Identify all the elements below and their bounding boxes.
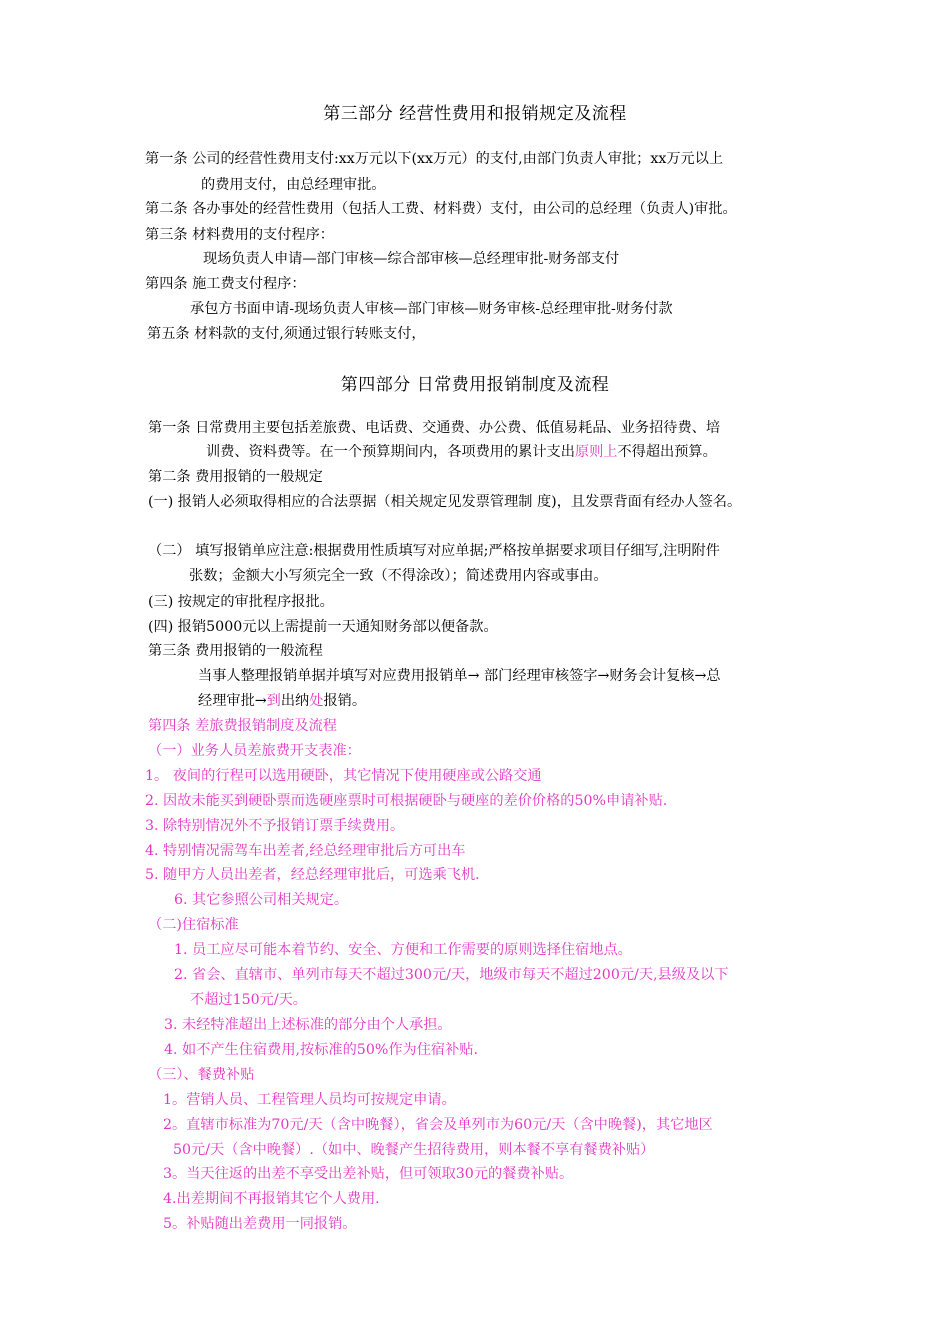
part3-article3-flow: 现场负责人申请—部门审核—综合部审核—总经理审批-财务部支付 bbox=[203, 251, 620, 267]
highlight-principle: 原则上 bbox=[574, 444, 618, 460]
part3-article4: 第四条 施工费支付程序： bbox=[145, 276, 306, 292]
travel-section1-item1: 1。 夜间的行程可以选用硬卧，其它情况下使用硬座或公路交通 bbox=[145, 768, 542, 784]
meal-item2-line1: 2。直辖市标准为70元/天（含中晚餐），省会及单列市为60元/天（含中晚餐)，其它地区 bbox=[163, 1117, 713, 1133]
part4-article2-item3: (三) 按规定的审批程序报批。 bbox=[148, 594, 334, 610]
travel-section1-item4: 4. 特别情况需驾车出差者,经总经理审批后方可出车 bbox=[145, 843, 466, 859]
lodging-item4: 4. 如不产生住宿费用,按标准的50%作为住宿补贴. bbox=[164, 1042, 478, 1058]
part4-article4: 第四条 差旅费报销制度及流程 bbox=[148, 718, 337, 734]
part4-article3-flow-line2: 经理审批→到出纳处报销。 bbox=[198, 693, 367, 709]
travel-section1-title: （一）业务人员差旅费开支表准： bbox=[148, 743, 361, 759]
part4-article1-line2: 训费、资料费等。在一个预算期间内，各项费用的累计支出原则上不得超出预算。 bbox=[206, 444, 717, 460]
part3-article4-flow: 承包方书面申请-现场负责人审核—部门审核—财务审核-总经理审批-财务付款 bbox=[190, 301, 673, 317]
part4-article2: 第二条 费用报销的一般规定 bbox=[148, 469, 323, 485]
part3-article1-line2: 的费用支付，由总经理审批。 bbox=[201, 177, 386, 193]
part4-title: 第四部分 日常费用报销制度及流程 bbox=[340, 375, 610, 395]
part4-article3-flow-line1: 当事人整理报销单据并填写对应费用报销单→ 部门经理审核签字→财务会计复核→总 bbox=[198, 668, 721, 684]
travel-section1-item2: 2. 因故未能买到硬卧票而选硬座票时可根据硬卧与硬座的差价价格的50%申请补贴. bbox=[145, 793, 668, 809]
part3-title: 第三部分 经营性费用和报销规定及流程 bbox=[323, 104, 627, 124]
part3-article2: 第二条 各办事处的经营性费用（包括人工费、材料费）支付，由公司的总经理（负责人)审批。 bbox=[145, 201, 737, 217]
lodging-item3: 3. 未经特准超出上述标准的部分由个人承担。 bbox=[164, 1017, 452, 1033]
part4-article2-item2-line1: （二） 填写报销单应注意:根据费用性质填写对应单据;严格按单据要求项目仔细写,注明附件 bbox=[148, 543, 720, 559]
part4-article2-item2-line2: 张数；金额大小写须完全一致（不得涂改）；简述费用内容或事由。 bbox=[189, 568, 608, 584]
part3-article5: 第五条 材料款的支付,须通过银行转账支付， bbox=[147, 326, 426, 342]
part4-article1-line1: 第一条 日常费用主要包括差旅费、电话费、交通费、办公费、低值易耗品、业务招待费、培 bbox=[148, 420, 721, 436]
travel-section1-item3: 3. 除特别情况外不予报销订票手续费用。 bbox=[145, 818, 405, 834]
lodging-item2-line1: 2. 省会、直辖市、单列市每天不超过300元/天，地级市每天不超过200元/天,县级及以下 bbox=[174, 967, 729, 983]
meal-item1: 1。营销人员、工程管理人员均可按规定申请。 bbox=[163, 1092, 456, 1108]
travel-section1-item6: 6. 其它参照公司相关规定。 bbox=[174, 892, 349, 908]
meal-section-title: （三）、餐费补贴 bbox=[148, 1067, 255, 1083]
part4-article2-item4: (四) 报销5000元以上需提前一天通知财务部以便备款。 bbox=[148, 619, 498, 635]
part4-article3: 第三条 费用报销的一般流程 bbox=[148, 643, 323, 659]
part4-article2-item1: (一) 报销人必须取得相应的合法票据（相关规定见发票管理制 度)，且发票背面有经办人签名。 bbox=[148, 494, 742, 510]
meal-item4: 4.出差期间不再报销其它个人费用. bbox=[163, 1191, 380, 1207]
travel-section1-item5: 5. 随甲方人员出差者，经总经理审批后，可选乘飞机. bbox=[145, 867, 480, 883]
part3-article3: 第三条 材料费用的支付程序： bbox=[145, 227, 334, 243]
meal-item3: 3。当天往返的出差不享受出差补贴，但可领取30元的餐费补贴。 bbox=[163, 1166, 574, 1182]
meal-item2-line2: 50元/天（含中晚餐）.（如中、晚餐产生招待费用，则本餐不享有餐费补贴） bbox=[173, 1142, 655, 1158]
lodging-item2-line2: 不超过150元/天。 bbox=[190, 992, 307, 1008]
lodging-item1: 1. 员工应尽可能本着节约、安全、方便和工作需要的原则选择住宿地点。 bbox=[174, 942, 632, 958]
part3-article1-line1: 第一条 公司的经营性费用支付:xx万元以下(xx万元）的支付,由部门负责人审批；xx万元以上 bbox=[145, 151, 724, 167]
lodging-section-title: （二)住宿标准 bbox=[148, 917, 239, 933]
meal-item5: 5。补贴随出差费用一同报销。 bbox=[163, 1216, 357, 1232]
